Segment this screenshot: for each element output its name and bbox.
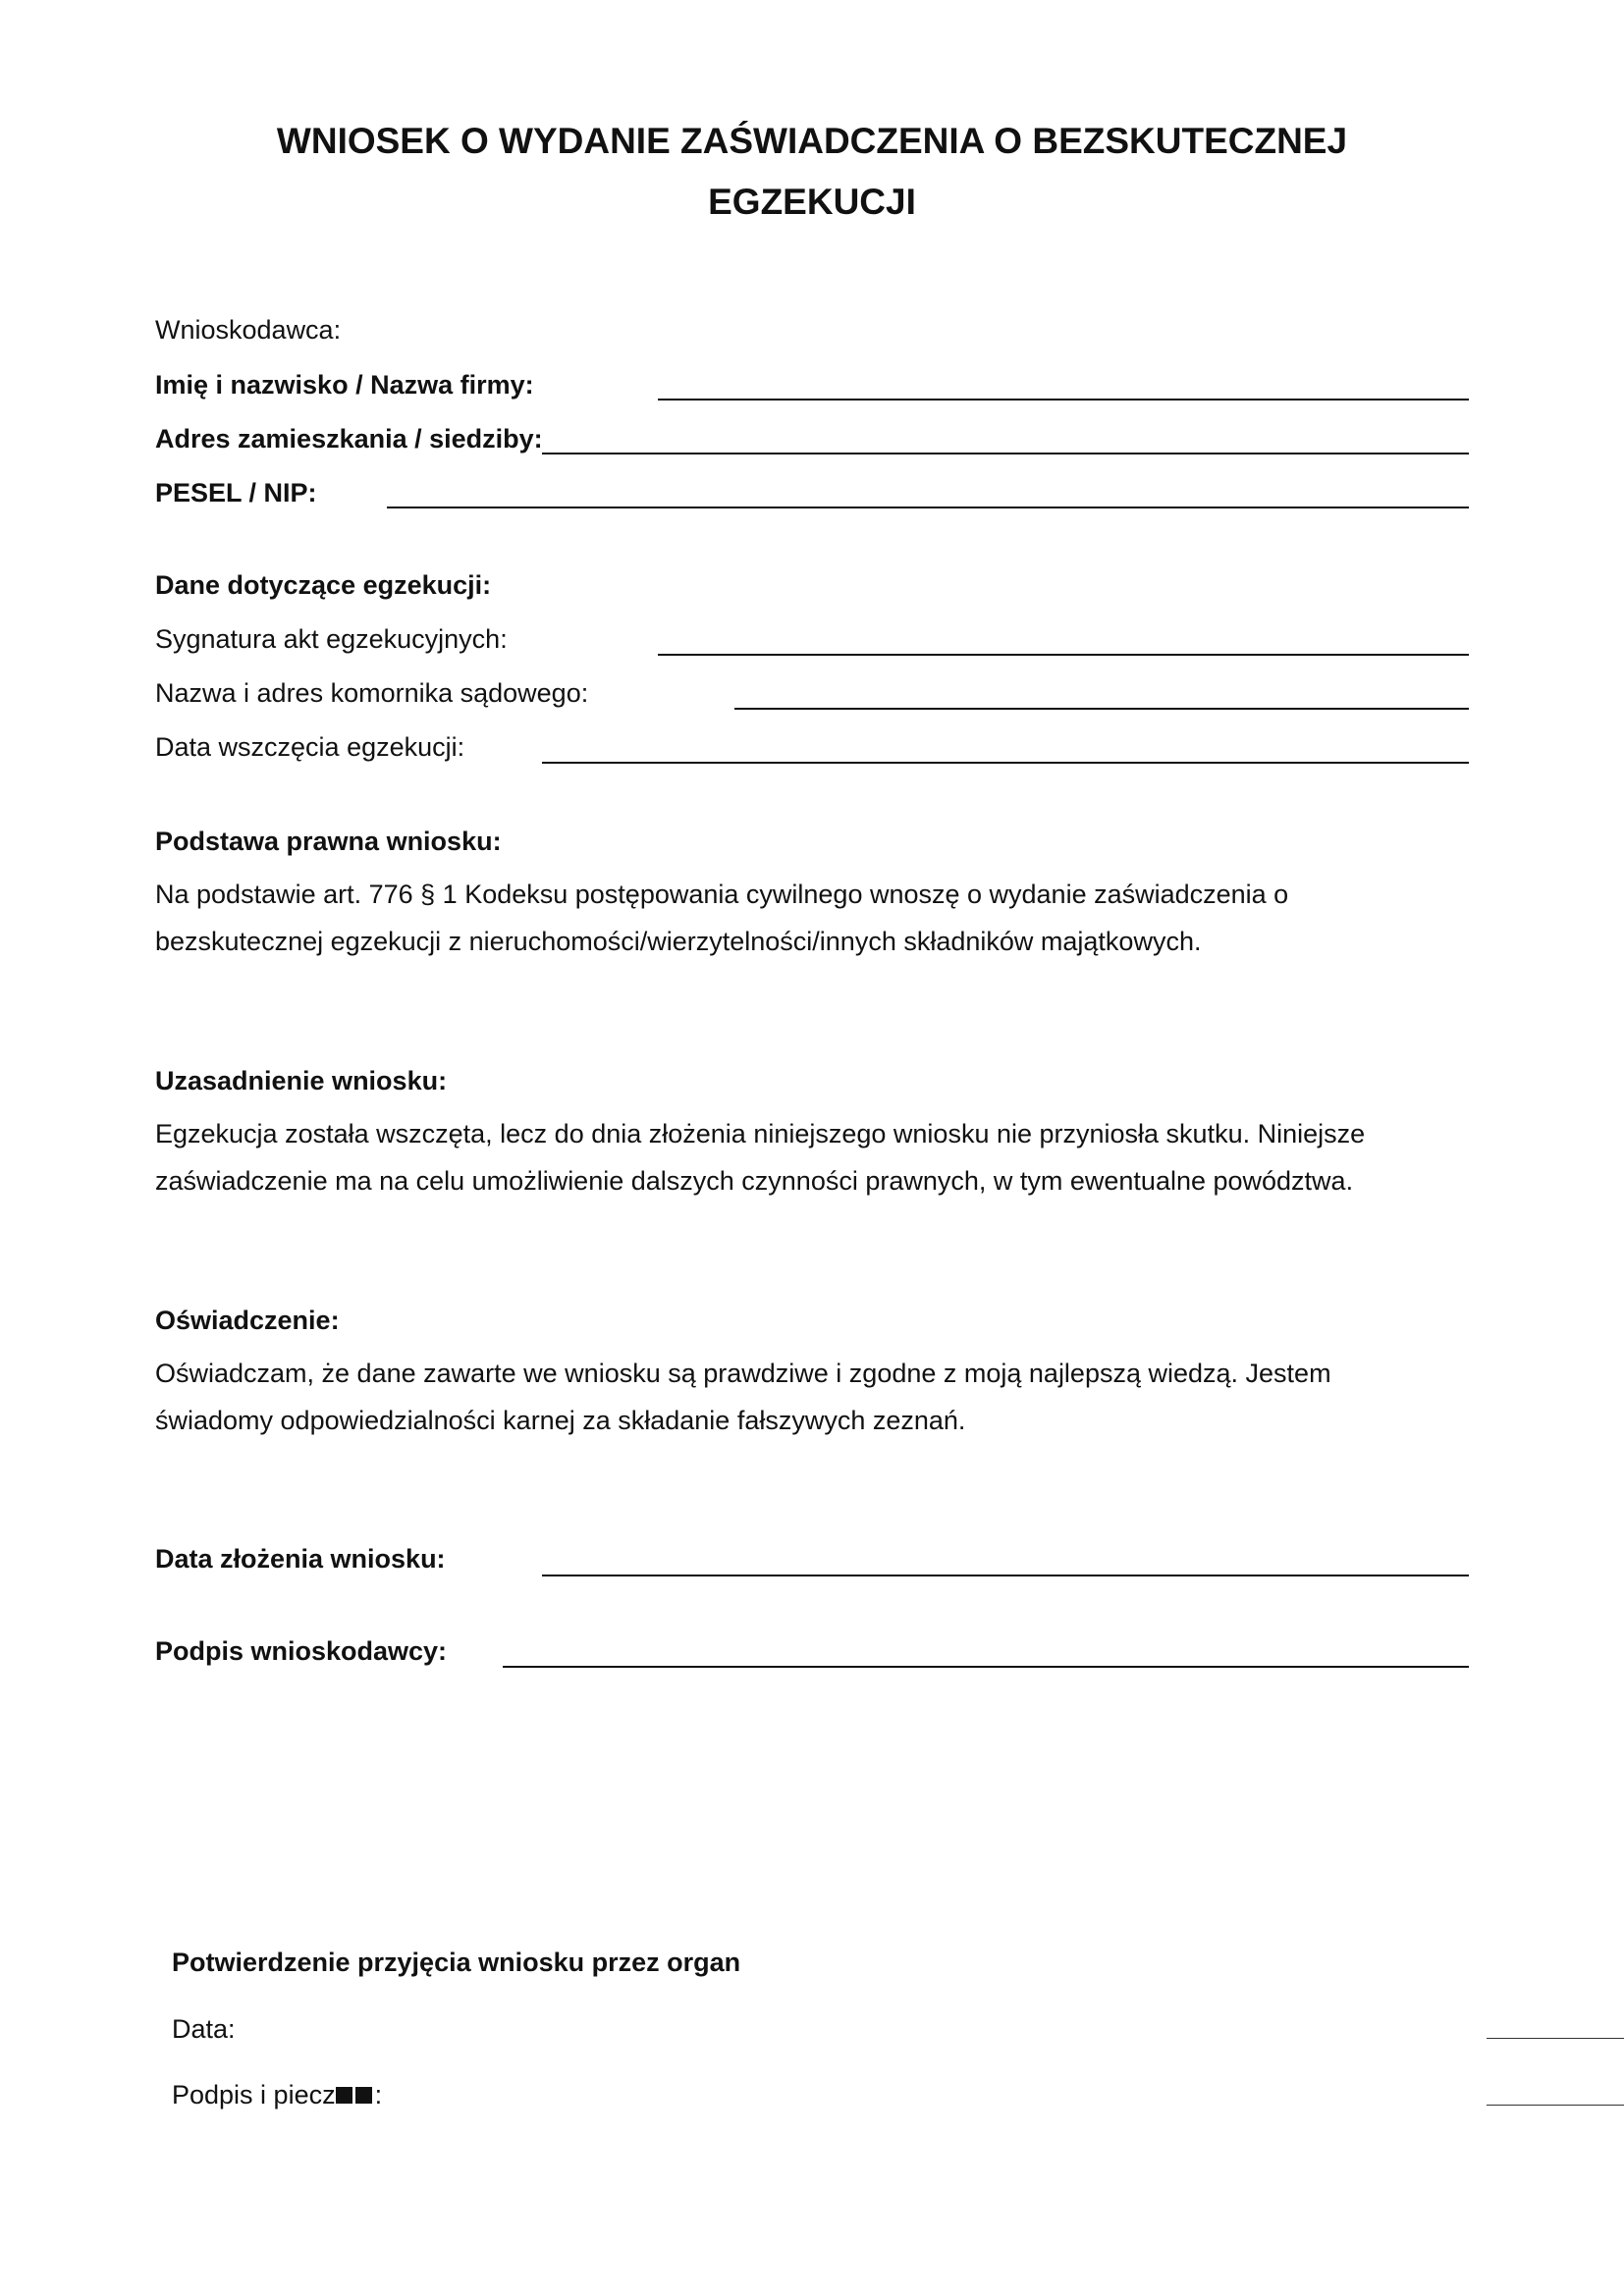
document-title-line-2: EGZEKUCJI bbox=[708, 182, 916, 222]
enforcement-heading: Dane dotyczące egzekucji: bbox=[155, 570, 492, 600]
justification-paragraph bbox=[155, 1110, 1490, 1204]
declaration-paragraph bbox=[155, 1350, 1490, 1444]
start-date-label: Data wszczęcia egzekucji: bbox=[155, 732, 465, 762]
legal-basis-line-1: Na podstawie art. 776 § 1 Kodeksu postępowania cywilnego wnoszę o wydanie zaświadczenia o bbox=[155, 880, 1289, 909]
legal-basis-paragraph bbox=[155, 871, 1490, 965]
confirmation-heading: Potwierdzenie przyjęcia wniosku przez organ bbox=[172, 1948, 741, 1977]
confirmation-signature-label-text: Podpis i piecz bbox=[172, 2080, 336, 2109]
name-field-line[interactable] bbox=[658, 399, 1469, 400]
missing-glyph-icon bbox=[336, 2087, 352, 2104]
declaration-line-1: Oświadczam, że dane zawarte we wniosku są prawdziwe i zgodne z moją najlepszą wiedzą. Jestem bbox=[155, 1359, 1331, 1388]
case-number-label: Sygnatura akt egzekucyjnych: bbox=[155, 624, 508, 654]
signature-label: Podpis wnioskodawcy: bbox=[155, 1636, 448, 1666]
confirmation-date-field-line[interactable] bbox=[1487, 2038, 1624, 2039]
bailiff-field-line[interactable] bbox=[734, 708, 1469, 710]
justification-line-1: Egzekucja została wszczęta, lecz do dnia złożenia niniejszego wniosku nie przyniosła skutku. Niniejsze bbox=[155, 1119, 1366, 1148]
pesel-nip-label: PESEL / NIP: bbox=[155, 478, 317, 507]
confirmation-date-label: Data: bbox=[172, 2014, 236, 2044]
bailiff-label: Nazwa i adres komornika sądowego: bbox=[155, 678, 589, 708]
start-date-field-line[interactable] bbox=[542, 762, 1469, 764]
pesel-nip-field-line[interactable] bbox=[387, 507, 1469, 508]
justification-heading: Uzasadnienie wniosku: bbox=[155, 1066, 448, 1095]
submission-date-label: Data złożenia wniosku: bbox=[155, 1544, 446, 1574]
confirmation-signature-label-colon: : bbox=[374, 2080, 383, 2109]
declaration-line-2: świadomy odpowiedzialności karnej za składanie fałszywych zeznań. bbox=[155, 1406, 966, 1435]
address-field-line[interactable] bbox=[542, 453, 1469, 454]
applicant-heading: Wnioskodawca: bbox=[155, 315, 342, 345]
legal-basis-heading: Podstawa prawna wniosku: bbox=[155, 827, 502, 856]
address-label: Adres zamieszkania / siedziby: bbox=[155, 424, 543, 454]
confirmation-signature-field-line[interactable] bbox=[1487, 2105, 1624, 2106]
case-number-field-line[interactable] bbox=[658, 654, 1469, 656]
confirmation-signature-label bbox=[172, 2077, 382, 2112]
justification-line-2: zaświadczenie ma na celu umożliwienie dalszych czynności prawnych, w tym ewentualne powództwa. bbox=[155, 1166, 1354, 1196]
legal-basis-line-2: bezskutecznej egzekucji z nieruchomości/wierzytelności/innych składników majątkowych. bbox=[155, 927, 1202, 956]
missing-glyph-icon bbox=[355, 2087, 372, 2104]
signature-field-line[interactable] bbox=[503, 1666, 1469, 1668]
document-title-line-1: WNIOSEK O WYDANIE ZAŚWIADCZENIA O BEZSKUTECZNEJ bbox=[276, 121, 1348, 161]
submission-date-field-line[interactable] bbox=[542, 1575, 1469, 1576]
declaration-heading: Oświadczenie: bbox=[155, 1306, 340, 1335]
name-label: Imię i nazwisko / Nazwa firmy: bbox=[155, 370, 534, 400]
